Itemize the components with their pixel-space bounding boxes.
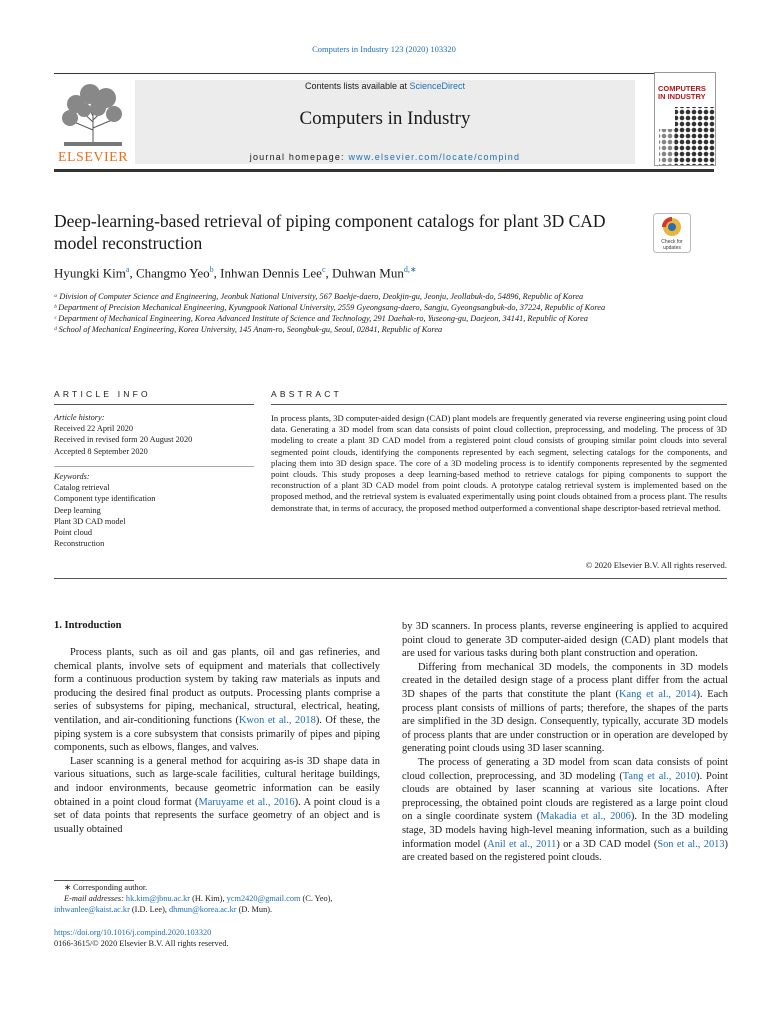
author-name: Changmo Yeo <box>135 265 210 281</box>
contents-available <box>135 81 635 91</box>
history-item: Accepted 8 September 2020 <box>54 446 148 456</box>
keyword: Deep learning <box>54 505 101 515</box>
svg-text:Check for: Check for <box>661 239 683 245</box>
abstract-text: In process plants, 3D computer-aided design (CAD) plant models are frequently generated via reverse engineering using point cloud data. Generating a 3D model from scan data consists of point cloud collection, preprocessing, and modeling. The process of 3D modeling to create a plant 3D CAD model from a registered point cloud consists of grouping similar point clouds into several segmented point clouds, identifying the components represented by each segment, selecting catalogs for the components, and placing them into 3D design space. The core of a 3D modeling process is to identify components represented by the segmented point clouds. This study proposes a deep learning-based method to retrieve catalogs for piping components to support the reconstruction of a plant 3D CAD model from point clouds. A prototype catalog retrieval system is implemented based on the proposed method, and the retrieval system is evaluated experimentally using point clouds obtained from a process plant. The results demonstrate that, in terms of accuracy, the proposed method outperformed a conventional shape descriptor-based retrieval method. <box>271 413 727 513</box>
citation-link[interactable]: Tang et al., 2010 <box>622 770 697 782</box>
history-item: Received in revised form 20 August 2020 <box>54 435 193 445</box>
affiliation: ᵇ Department of Precision Mechanical Engineering, Kyungpook National University, 2559 Gyeongsang-daero, Sangju, Gyeongsangbuk-do, 37224, Republic of Korea <box>54 303 606 312</box>
citation-link[interactable]: Makadia et al., 2006 <box>540 811 631 823</box>
email-link[interactable]: hk.kim@jbnu.ac.kr <box>125 894 191 903</box>
corresponding-author-note: ∗ Corresponding author. <box>64 883 148 892</box>
keywords <box>54 471 254 549</box>
citation-link[interactable]: Kwon et al., 2018 <box>238 714 316 726</box>
citation-link[interactable]: Anil et al., 2011 <box>487 838 557 850</box>
cover-pattern <box>655 73 715 165</box>
paper-title: Deep-learning-based retrieval of piping component catalogs for plant 3D CAD model reconstruction <box>54 211 606 253</box>
author-affiliation-marker[interactable]: a <box>125 265 130 274</box>
keyword: Point cloud <box>54 528 93 538</box>
svg-text:updates: updates <box>663 245 681 251</box>
article-info-rule <box>54 404 254 405</box>
keyword: Catalog retrieval <box>54 483 110 493</box>
paragraph: Laser scanning is a general method for acquiring as-is 3D shape data in various situations, such as large-scale facilities, cultural heritage buildings, and indoor environments, because geometric information can be easily obtained in a point cloud format (Maruyame et al., 2016). A point cloud is a set of data points that represents the surface geometry of an object and is usually obtained <box>54 755 380 835</box>
paragraph: Process plants, such as oil and gas plants, oil and gas refineries, and chemical plants, involve sets of equipment and materials that collectively form a continuous production system by taking raw materials as inputs and producing the desired final product as outputs. Processing plants comprise a series of subsystems for piping, mechanical, structural, electrical, heating, ventilation, and air-conditioning functions (Kwon et al., 2018). Of these, the piping system is a core subsystem that consists primarily of pipes and piping components, such as elbows, flanges, and valves. <box>54 647 380 754</box>
affiliation: ᶜ Department of Mechanical Engineering, Korea Advanced Institute of Science and Technology, 291 Daehak-ro, Yuseong-gu, Daejeon, 34141, Republic of Korea <box>54 314 588 323</box>
author-affiliation-marker[interactable]: b <box>209 265 214 274</box>
paragraph: Differing from mechanical 3D models, the components in 3D models created in the detailed design stage of a process plant differ from the actual 3D shapes of the parts that constitute the plant (Kang et al., 2014). Each process plant consists of millions of parts; therefore, the shapes of the parts are simplified in the 3D design. Consequently, typically, accurate 3D models of process plants that are under construction or in operation are developed by generating point clouds using 3D laser scanning. <box>402 661 728 755</box>
article-history <box>54 412 254 457</box>
email-link[interactable]: ycm2420@gmail.com <box>226 894 301 903</box>
contents-prefix: Contents lists available at <box>304 81 410 91</box>
footnote-rule <box>54 880 134 881</box>
author-affiliation-marker[interactable]: c <box>321 265 326 274</box>
homepage-prefix: journal homepage: <box>249 152 349 162</box>
issn-copyright: 0166-3615/© 2020 Elsevier B.V. All rights reserved. <box>54 939 229 948</box>
body-right-column <box>402 620 728 865</box>
abstract-copyright: © 2020 Elsevier B.V. All rights reserved. <box>585 560 727 570</box>
section-heading-introduction: 1. Introduction <box>54 620 122 631</box>
author-name: Inhwan Dennis Lee <box>220 265 322 281</box>
header-top-rule <box>54 73 714 74</box>
doi-link[interactable]: https://doi.org/10.1016/j.compind.2020.103320 <box>54 928 212 937</box>
abstract-heading: ABSTRACT <box>271 389 342 399</box>
keyword: Plant 3D CAD model <box>54 516 126 526</box>
doi-block <box>54 927 229 949</box>
article-info-divider <box>54 466 254 467</box>
abstract-bottom-rule <box>54 578 727 579</box>
email-link[interactable]: inhwanlee@kaist.ac.kr <box>54 905 130 914</box>
cover-title: COMPUTERS IN INDUSTRY <box>658 84 706 101</box>
affiliations <box>54 291 654 335</box>
author-name: Hyungki Kim <box>54 265 126 281</box>
homepage-link[interactable]: www.elsevier.com/locate/compind <box>348 152 521 162</box>
footnotes <box>54 882 384 915</box>
keyword: Reconstruction <box>54 539 105 549</box>
article-info-heading: ARTICLE INFO <box>54 389 151 399</box>
email-link[interactable]: dhmun@korea.ac.kr <box>169 905 237 914</box>
citation-link[interactable]: Kang et al., 2014 <box>618 688 697 700</box>
keywords-label: Keywords: <box>54 472 90 481</box>
journal-cover-thumbnail <box>654 72 716 166</box>
affiliation: ᵃ Division of Computer Science and Engineering, Jeonbuk National University, 567 Baekje-daero, Deokjin-gu, Jeonju, Jeollabuk-do, 54896, Republic of Korea <box>54 292 584 301</box>
header-bottom-rule <box>54 169 714 172</box>
email-label: E-mail addresses: <box>64 894 126 903</box>
paragraph: by 3D scanners. In process plants, reverse engineering is applied to acquired point cloud to generate 3D computer-aided design (CAD) plant models that are used for various tasks during both plant construction and operation. <box>402 621 728 660</box>
history-item: Received 22 April 2020 <box>54 424 134 434</box>
body-left-column <box>54 646 380 836</box>
publisher-wordmark: ELSEVIER <box>57 150 129 165</box>
sciencedirect-link[interactable]: ScienceDirect <box>409 81 466 91</box>
journal-homepage <box>135 152 635 162</box>
author-affiliation-marker[interactable]: d,∗ <box>403 265 417 274</box>
citation-link[interactable]: Son et al., 2013 <box>657 838 725 850</box>
keyword: Component type identification <box>54 494 156 504</box>
check-for-updates-icon[interactable] <box>653 213 691 253</box>
history-label: Article history: <box>54 413 105 422</box>
citation-link[interactable]: Maruyame et al., 2016 <box>198 796 295 808</box>
email-addresses: E-mail addresses: hk.kim@jbnu.ac.kr (H. Kim), ycm2420@gmail.com (C. Yeo), <box>64 894 333 903</box>
affiliation: ᵈ School of Mechanical Engineering, Korea University, 145 Anam-ro, Seongbuk-gu, Seoul, 02841, Republic of Korea <box>54 325 443 334</box>
author-list: Hyungki Kim$^a$, Changmo Yeo$^b$, Inhwan Dennis Lee$^c$, Duhwan Mun$^{d,∗}$ <box>54 265 417 281</box>
paragraph: The process of generating a 3D model from scan data consists of point cloud collection, preprocessing, and 3D modeling (Tang et al., 2010). Point clouds are obtained by laser scanning at various site locations. After preprocessing, the obtained point clouds are registered as a large point cloud on a single coordinate system (Makadia et al., 2006). In the 3D modeling stage, 3D models having high-level meaning information, such as a building information model (Anil et al., 2011) or a 3D CAD model (Son et al., 2013) are created based on the registered point clouds. <box>402 756 729 864</box>
journal-title: Computers in Industry <box>299 108 471 129</box>
abstract-rule <box>271 404 727 405</box>
author-name: Duhwan Mun <box>332 265 404 281</box>
journal-reference[interactable]: Computers in Industry 123 (2020) 103320 <box>312 44 456 54</box>
email-addresses-cont: inhwanlee@kaist.ac.kr (I.D. Lee), dhmun@korea.ac.kr (D. Mun). <box>54 905 273 914</box>
